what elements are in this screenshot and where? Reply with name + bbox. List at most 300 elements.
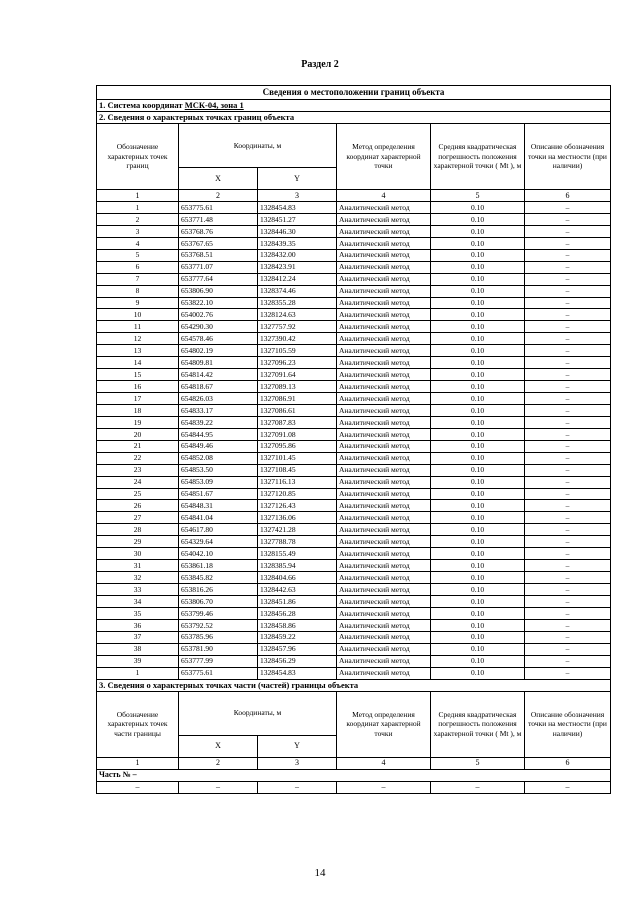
y-coordinate-cell: 1327101.45: [258, 452, 337, 464]
method-cell: Аналитический метод: [337, 595, 431, 607]
boundary-table: [96, 85, 611, 794]
y-coordinate-cell: 1327089.13: [258, 381, 337, 393]
y-coordinate-cell: 1328442.63: [258, 584, 337, 596]
x-coordinate-cell: 654818.67: [179, 381, 258, 393]
description-cell: –: [525, 500, 611, 512]
table-row: [97, 548, 611, 560]
col-number: 1: [97, 757, 179, 769]
point-number-cell: 14: [97, 357, 179, 369]
x-coordinate-cell: 653771.48: [179, 213, 258, 225]
x-coordinate-cell: 654802.19: [179, 345, 258, 357]
y-coordinate-cell: 1328124.63: [258, 309, 337, 321]
x-coordinate-cell: 653771.07: [179, 261, 258, 273]
header-y: Y: [258, 735, 337, 757]
y-coordinate-cell: 1328423.91: [258, 261, 337, 273]
method-cell: Аналитический метод: [337, 225, 431, 237]
description-cell: –: [525, 369, 611, 381]
method-cell: Аналитический метод: [337, 584, 431, 596]
y-coordinate-cell: 1327788.78: [258, 536, 337, 548]
point-number-cell: 34: [97, 595, 179, 607]
description-cell: –: [525, 273, 611, 285]
description-cell: –: [525, 428, 611, 440]
x-coordinate-cell: 653775.61: [179, 202, 258, 214]
method-cell: Аналитический метод: [337, 321, 431, 333]
point-number-cell: 36: [97, 619, 179, 631]
table-row: [97, 500, 611, 512]
accuracy-cell: 0.10: [431, 584, 525, 596]
point-number-cell: 3: [97, 225, 179, 237]
table-row: [97, 595, 611, 607]
x-coordinate-cell: 654848.31: [179, 500, 258, 512]
col-number: 4: [337, 190, 431, 202]
description-cell: –: [525, 452, 611, 464]
method-cell: Аналитический метод: [337, 655, 431, 667]
coordinate-system-value: МСК-04, зона 1: [184, 100, 244, 111]
method-cell: Аналитический метод: [337, 440, 431, 452]
y-coordinate-cell: 1327390.42: [258, 333, 337, 345]
y-coordinate-cell: 1328457.96: [258, 643, 337, 655]
table-row: [97, 488, 611, 500]
table-row: [97, 213, 611, 225]
table-row: [97, 584, 611, 596]
method-cell: Аналитический метод: [337, 643, 431, 655]
description-cell: –: [525, 213, 611, 225]
table-row: [97, 202, 611, 214]
description-cell: –: [525, 393, 611, 405]
point-number-cell: 7: [97, 273, 179, 285]
y-coordinate-cell: 1328432.00: [258, 249, 337, 261]
y-coordinate-cell: 1327086.61: [258, 404, 337, 416]
method-cell: Аналитический метод: [337, 381, 431, 393]
method-cell: Аналитический метод: [337, 416, 431, 428]
accuracy-cell: 0.10: [431, 548, 525, 560]
y-coordinate-cell: 1327116.13: [258, 476, 337, 488]
x-coordinate-cell: 653785.96: [179, 631, 258, 643]
y-coordinate-cell: 1328459.22: [258, 631, 337, 643]
x-coordinate-cell: 653792.52: [179, 619, 258, 631]
description-cell: –: [525, 202, 611, 214]
y-coordinate-cell: 1327108.45: [258, 464, 337, 476]
method-cell: Аналитический метод: [337, 667, 431, 679]
col-number: 4: [337, 757, 431, 769]
header-coords: Координаты, м: [179, 691, 337, 735]
method-cell: Аналитический метод: [337, 285, 431, 297]
point-number-cell: 5: [97, 249, 179, 261]
point-number-cell: 26: [97, 500, 179, 512]
table-row: [97, 452, 611, 464]
accuracy-cell: 0.10: [431, 416, 525, 428]
x-coordinate-cell: 653816.26: [179, 584, 258, 596]
x-coordinate-cell: 653775.61: [179, 667, 258, 679]
col-number: 1: [97, 190, 179, 202]
method-cell: Аналитический метод: [337, 476, 431, 488]
part-cell: –: [525, 781, 611, 793]
table-row: [97, 261, 611, 273]
point-number-cell: 16: [97, 381, 179, 393]
accuracy-cell: 0.10: [431, 273, 525, 285]
table-row: [97, 667, 611, 679]
point-number-cell: 38: [97, 643, 179, 655]
accuracy-cell: 0.10: [431, 357, 525, 369]
description-cell: –: [525, 560, 611, 572]
accuracy-cell: 0.10: [431, 452, 525, 464]
header-description: Описание обозначения точки на местности (при наличии): [525, 124, 611, 190]
y-coordinate-cell: 1328374.46: [258, 285, 337, 297]
y-coordinate-cell: 1327757.92: [258, 321, 337, 333]
description-cell: –: [525, 416, 611, 428]
y-coordinate-cell: 1328458.86: [258, 619, 337, 631]
y-coordinate-cell: 1327091.64: [258, 369, 337, 381]
accuracy-cell: 0.10: [431, 488, 525, 500]
y-coordinate-cell: 1327136.06: [258, 512, 337, 524]
method-cell: Аналитический метод: [337, 536, 431, 548]
description-cell: –: [525, 524, 611, 536]
y-coordinate-cell: 1327095.86: [258, 440, 337, 452]
y-coordinate-cell: 1327086.91: [258, 393, 337, 405]
description-cell: –: [525, 619, 611, 631]
method-cell: Аналитический метод: [337, 345, 431, 357]
description-cell: –: [525, 357, 611, 369]
table-row: [97, 225, 611, 237]
method-cell: Аналитический метод: [337, 404, 431, 416]
y-coordinate-cell: 1328456.28: [258, 607, 337, 619]
point-number-cell: 25: [97, 488, 179, 500]
accuracy-cell: 0.10: [431, 404, 525, 416]
description-cell: –: [525, 381, 611, 393]
column-numbers-row: [97, 757, 611, 769]
y-coordinate-cell: 1328155.49: [258, 548, 337, 560]
point-number-cell: 2: [97, 213, 179, 225]
part-cell: –: [431, 781, 525, 793]
accuracy-cell: 0.10: [431, 309, 525, 321]
table-row: [97, 464, 611, 476]
coordinate-system-label: 1. Система координат: [99, 100, 183, 111]
method-cell: Аналитический метод: [337, 500, 431, 512]
method-cell: Аналитический метод: [337, 357, 431, 369]
x-coordinate-cell: 654841.04: [179, 512, 258, 524]
accuracy-cell: 0.10: [431, 572, 525, 584]
point-number-cell: 13: [97, 345, 179, 357]
table-row: [97, 607, 611, 619]
x-coordinate-cell: 654852.08: [179, 452, 258, 464]
x-coordinate-cell: 654853.09: [179, 476, 258, 488]
y-coordinate-cell: 1327087.83: [258, 416, 337, 428]
accuracy-cell: 0.10: [431, 655, 525, 667]
col-number: 5: [431, 190, 525, 202]
y-coordinate-cell: 1328404.66: [258, 572, 337, 584]
x-coordinate-cell: 654002.76: [179, 309, 258, 321]
method-cell: Аналитический метод: [337, 619, 431, 631]
table-row: [97, 404, 611, 416]
accuracy-cell: 0.10: [431, 500, 525, 512]
table-row: [97, 536, 611, 548]
accuracy-cell: 0.10: [431, 464, 525, 476]
description-cell: –: [525, 321, 611, 333]
x-coordinate-cell: 654851.67: [179, 488, 258, 500]
x-coordinate-cell: 654849.46: [179, 440, 258, 452]
header-coords: Координаты, м: [179, 124, 337, 168]
method-cell: Аналитический метод: [337, 297, 431, 309]
description-cell: –: [525, 225, 611, 237]
point-number-cell: 37: [97, 631, 179, 643]
point-number-cell: 21: [97, 440, 179, 452]
point-number-cell: 39: [97, 655, 179, 667]
col-number: 2: [179, 190, 258, 202]
description-cell: –: [525, 655, 611, 667]
col-number: 6: [525, 757, 611, 769]
column-numbers-row: [97, 190, 611, 202]
x-coordinate-cell: 654578.46: [179, 333, 258, 345]
accuracy-cell: 0.10: [431, 643, 525, 655]
description-cell: –: [525, 249, 611, 261]
table-row: [97, 345, 611, 357]
description-cell: –: [525, 643, 611, 655]
table-row: [97, 428, 611, 440]
description-cell: –: [525, 333, 611, 345]
description-cell: –: [525, 285, 611, 297]
point-number-cell: 15: [97, 369, 179, 381]
table-row: [97, 357, 611, 369]
x-coordinate-cell: 654329.64: [179, 536, 258, 548]
x-coordinate-cell: 653777.64: [179, 273, 258, 285]
accuracy-cell: 0.10: [431, 595, 525, 607]
description-cell: –: [525, 297, 611, 309]
method-cell: Аналитический метод: [337, 309, 431, 321]
x-coordinate-cell: 653767.65: [179, 237, 258, 249]
point-number-cell: 27: [97, 512, 179, 524]
point-number-cell: 33: [97, 584, 179, 596]
table-row: [97, 297, 611, 309]
col-number: 5: [431, 757, 525, 769]
header-point: Обозначение характерных точек границ: [97, 124, 179, 190]
header-description: Описание обозначения точки на местности (при наличии): [525, 691, 611, 757]
x-coordinate-cell: 653777.99: [179, 655, 258, 667]
table-row: [97, 560, 611, 572]
accuracy-cell: 0.10: [431, 512, 525, 524]
y-coordinate-cell: 1328412.24: [258, 273, 337, 285]
point-number-cell: 6: [97, 261, 179, 273]
method-cell: Аналитический метод: [337, 369, 431, 381]
accuracy-cell: 0.10: [431, 440, 525, 452]
method-cell: Аналитический метод: [337, 333, 431, 345]
x-coordinate-cell: 653799.46: [179, 607, 258, 619]
x-coordinate-cell: 653822.10: [179, 297, 258, 309]
accuracy-cell: 0.10: [431, 369, 525, 381]
accuracy-cell: 0.10: [431, 428, 525, 440]
method-cell: Аналитический метод: [337, 249, 431, 261]
method-cell: Аналитический метод: [337, 393, 431, 405]
method-cell: Аналитический метод: [337, 273, 431, 285]
point-number-cell: 31: [97, 560, 179, 572]
description-cell: –: [525, 404, 611, 416]
accuracy-cell: 0.10: [431, 393, 525, 405]
header-point-part: Обозначение характерных точек части границы: [97, 691, 179, 757]
accuracy-cell: 0.10: [431, 607, 525, 619]
description-cell: –: [525, 631, 611, 643]
accuracy-cell: 0.10: [431, 560, 525, 572]
header-method: Метод определения координат характерной точки: [337, 691, 431, 757]
point-number-cell: 19: [97, 416, 179, 428]
x-coordinate-cell: 653768.51: [179, 249, 258, 261]
method-cell: Аналитический метод: [337, 512, 431, 524]
description-cell: –: [525, 488, 611, 500]
description-cell: –: [525, 607, 611, 619]
method-cell: Аналитический метод: [337, 607, 431, 619]
table-title: Сведения о местоположении границ объекта: [97, 86, 611, 100]
description-cell: –: [525, 572, 611, 584]
table-row: [97, 619, 611, 631]
table-row: [97, 273, 611, 285]
table-row: [97, 369, 611, 381]
col-number: 3: [258, 190, 337, 202]
y-coordinate-cell: 1328385.94: [258, 560, 337, 572]
table-row: [97, 321, 611, 333]
method-cell: Аналитический метод: [337, 452, 431, 464]
header-method: Метод определения координат характерной точки: [337, 124, 431, 190]
accuracy-cell: 0.10: [431, 297, 525, 309]
accuracy-cell: 0.10: [431, 237, 525, 249]
point-number-cell: 22: [97, 452, 179, 464]
x-coordinate-cell: 654833.17: [179, 404, 258, 416]
method-cell: Аналитический метод: [337, 464, 431, 476]
method-cell: Аналитический метод: [337, 202, 431, 214]
y-coordinate-cell: 1328439.35: [258, 237, 337, 249]
table-row: [97, 572, 611, 584]
table-row: [97, 309, 611, 321]
table-row: [97, 381, 611, 393]
part-label: Часть № –: [97, 769, 611, 781]
description-cell: –: [525, 476, 611, 488]
table-row: [97, 285, 611, 297]
point-number-cell: 23: [97, 464, 179, 476]
accuracy-cell: 0.10: [431, 619, 525, 631]
part-cell: –: [258, 781, 337, 793]
method-cell: Аналитический метод: [337, 488, 431, 500]
x-coordinate-cell: 654042.10: [179, 548, 258, 560]
col-number: 6: [525, 190, 611, 202]
table-row: [97, 655, 611, 667]
table-row: [97, 643, 611, 655]
part-row: [97, 781, 611, 793]
accuracy-cell: 0.10: [431, 285, 525, 297]
table-row: [97, 512, 611, 524]
accuracy-cell: 0.10: [431, 213, 525, 225]
section-2-title: 2. Сведения о характерных точках границ объекта: [97, 112, 611, 124]
part-cell: –: [179, 781, 258, 793]
y-coordinate-cell: 1328451.27: [258, 213, 337, 225]
y-coordinate-cell: 1327105.59: [258, 345, 337, 357]
method-cell: Аналитический метод: [337, 237, 431, 249]
col-number: 3: [258, 757, 337, 769]
method-cell: Аналитический метод: [337, 428, 431, 440]
y-coordinate-cell: 1328446.30: [258, 225, 337, 237]
x-coordinate-cell: 654290.30: [179, 321, 258, 333]
accuracy-cell: 0.10: [431, 524, 525, 536]
point-number-cell: 30: [97, 548, 179, 560]
description-cell: –: [525, 345, 611, 357]
x-coordinate-cell: 654844.95: [179, 428, 258, 440]
point-number-cell: 35: [97, 607, 179, 619]
y-coordinate-cell: 1328456.29: [258, 655, 337, 667]
table-row: [97, 524, 611, 536]
y-coordinate-cell: 1328451.86: [258, 595, 337, 607]
table-row: [97, 476, 611, 488]
coordinate-system-row: [97, 100, 611, 112]
description-cell: –: [525, 464, 611, 476]
y-coordinate-cell: 1327421.28: [258, 524, 337, 536]
x-coordinate-cell: 653768.76: [179, 225, 258, 237]
description-cell: –: [525, 309, 611, 321]
method-cell: Аналитический метод: [337, 524, 431, 536]
description-cell: –: [525, 536, 611, 548]
part-cell: –: [337, 781, 431, 793]
description-cell: –: [525, 595, 611, 607]
accuracy-cell: 0.10: [431, 321, 525, 333]
x-coordinate-cell: 653861.18: [179, 560, 258, 572]
method-cell: Аналитический метод: [337, 560, 431, 572]
table-row: [97, 416, 611, 428]
part-cell: –: [97, 781, 179, 793]
y-coordinate-cell: 1328454.83: [258, 667, 337, 679]
x-coordinate-cell: 654809.81: [179, 357, 258, 369]
description-cell: –: [525, 667, 611, 679]
point-number-cell: 18: [97, 404, 179, 416]
point-number-cell: 11: [97, 321, 179, 333]
description-cell: –: [525, 584, 611, 596]
table-row: [97, 440, 611, 452]
accuracy-cell: 0.10: [431, 202, 525, 214]
description-cell: –: [525, 237, 611, 249]
description-cell: –: [525, 440, 611, 452]
description-cell: –: [525, 261, 611, 273]
accuracy-cell: 0.10: [431, 631, 525, 643]
point-number-cell: 8: [97, 285, 179, 297]
page-number: 14: [314, 867, 326, 879]
section-3-title: 3. Сведения о характерных точках части (частей) границы объекта: [97, 679, 611, 691]
accuracy-cell: 0.10: [431, 333, 525, 345]
y-coordinate-cell: 1327126.43: [258, 500, 337, 512]
y-coordinate-cell: 1327120.85: [258, 488, 337, 500]
table-row: [97, 237, 611, 249]
x-coordinate-cell: 653845.82: [179, 572, 258, 584]
x-coordinate-cell: 653781.90: [179, 643, 258, 655]
accuracy-cell: 0.10: [431, 381, 525, 393]
x-coordinate-cell: 654839.22: [179, 416, 258, 428]
y-coordinate-cell: 1328355.28: [258, 297, 337, 309]
x-coordinate-cell: 653806.90: [179, 285, 258, 297]
accuracy-cell: 0.10: [431, 536, 525, 548]
point-number-cell: 1: [97, 667, 179, 679]
header-x: X: [179, 735, 258, 757]
y-coordinate-cell: 1327096.23: [258, 357, 337, 369]
point-number-cell: 20: [97, 428, 179, 440]
header-y: Y: [258, 168, 337, 190]
point-number-cell: 1: [97, 202, 179, 214]
accuracy-cell: 0.10: [431, 249, 525, 261]
header-accuracy: Средняя квадратическая погрешность положения характерной точки ( Mt ), м: [431, 124, 525, 190]
accuracy-cell: 0.10: [431, 261, 525, 273]
accuracy-cell: 0.10: [431, 345, 525, 357]
section-title: Раздел 2: [301, 59, 339, 70]
method-cell: Аналитический метод: [337, 548, 431, 560]
x-coordinate-cell: 654617.80: [179, 524, 258, 536]
table-row: [97, 249, 611, 261]
y-coordinate-cell: 1327091.08: [258, 428, 337, 440]
point-number-cell: 24: [97, 476, 179, 488]
x-coordinate-cell: 654814.42: [179, 369, 258, 381]
method-cell: Аналитический метод: [337, 213, 431, 225]
x-coordinate-cell: 653806.70: [179, 595, 258, 607]
